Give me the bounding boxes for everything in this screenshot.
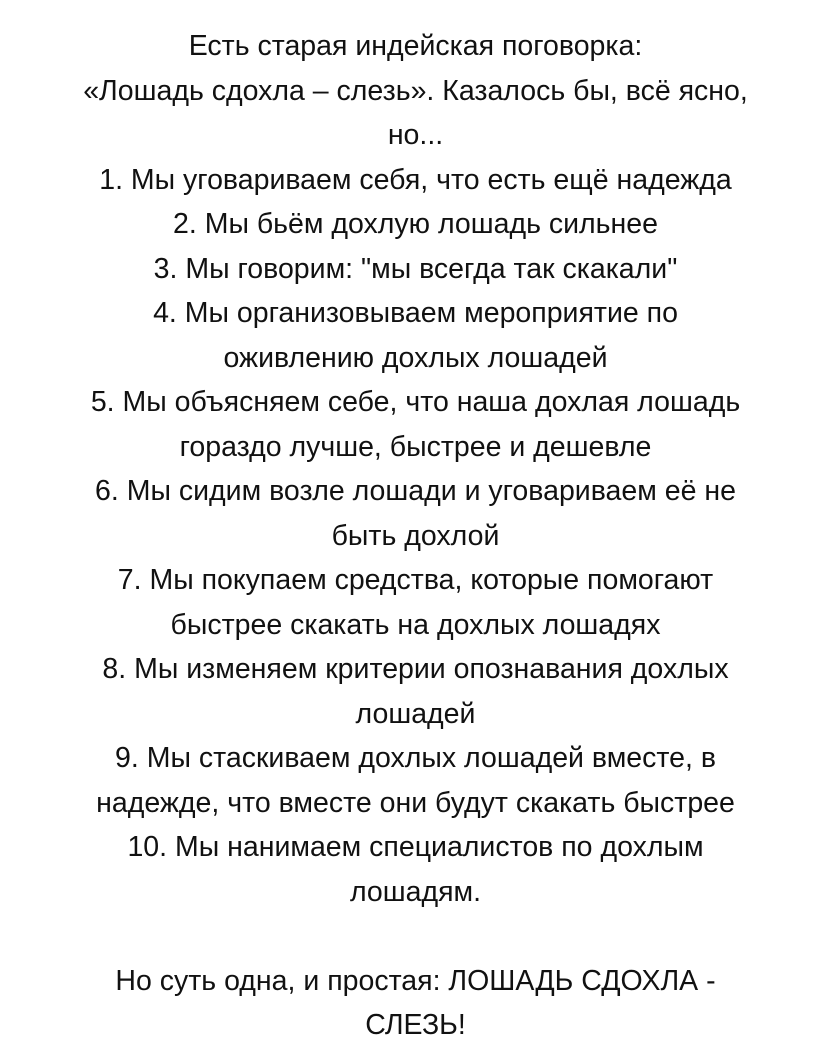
list-item-line: 5. Мы объясняем себе, что наша дохлая лошадь [90, 386, 741, 418]
list-item-line: быть дохлой [331, 519, 500, 552]
list-item-line: 10. Мы нанимаем специалистов по дохлым [127, 831, 704, 863]
list-item-line: 7. Мы покупаем средства, которые помогают [117, 564, 714, 596]
list-item-line: надежде, что вместе они будут скакать быстрее [96, 786, 735, 819]
list-item-line: 4. Мы организовываем мероприятие по [153, 297, 678, 329]
list-item [0, 736, 831, 825]
list-item [0, 469, 831, 558]
list-item-line: 6. Мы сидим возле лошади и уговариваем её не [95, 475, 736, 507]
list-item [0, 247, 831, 292]
list-item-line: 2. Мы бьём дохлую лошадь сильнее [173, 208, 658, 240]
list-item [0, 202, 831, 247]
paragraph-spacer [0, 914, 831, 959]
intro-line-3: но... [387, 119, 444, 151]
list-item [0, 291, 831, 380]
list-item-line: 3. Мы говорим: "мы всегда так скакали" [153, 252, 678, 285]
conclusion-line-2: СЛЕЗЬ! [365, 1009, 466, 1041]
list-item-line: быстрее скакать на дохлых лошадях [170, 608, 661, 641]
intro-line-1: Есть старая индейская поговорка: [188, 30, 643, 62]
conclusion-line-1: Но суть одна, и простая: ЛОШАДЬ СДОХЛА - [115, 964, 716, 997]
list-item-line: 8. Мы изменяем критерии опознавания дохлых [102, 653, 729, 685]
intro-line-2: «Лошадь сдохла – слезь». Казалось бы, всё ясно, [83, 74, 748, 107]
dead-horse-list [0, 158, 831, 915]
meme-text-block [0, 24, 831, 1048]
list-item [0, 380, 831, 469]
list-item [0, 647, 831, 736]
list-item-line: лошадям. [349, 875, 482, 908]
list-item [0, 158, 831, 203]
list-item-line: 1. Мы уговариваем себя, что есть ещё надежда [99, 163, 732, 196]
list-item-line: гораздо лучше, быстрее и дешевле [179, 430, 652, 463]
list-item [0, 825, 831, 914]
list-item-line: лошадей [355, 697, 476, 730]
list-item [0, 558, 831, 647]
list-item-line: 9. Мы стаскиваем дохлых лошадей вместе, в [115, 742, 716, 774]
list-item-line: оживлению дохлых лошадей [223, 341, 608, 374]
